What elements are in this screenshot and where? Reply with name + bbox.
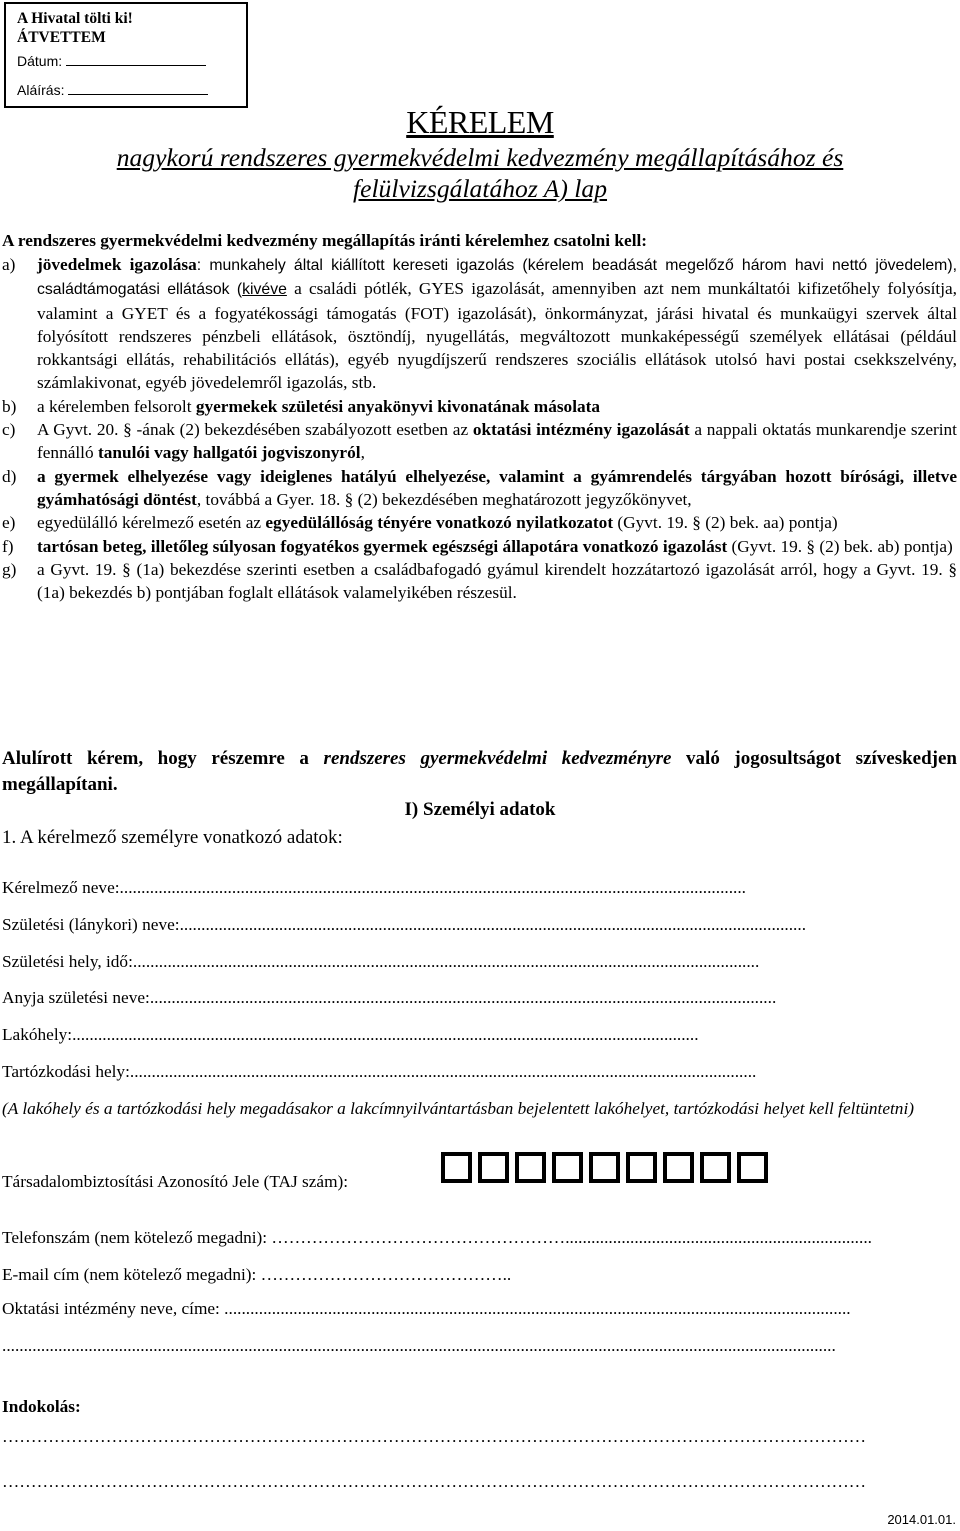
field-temporary-residence[interactable]: Tartózkodási hely:................................................................................................................................................. [2, 1062, 757, 1081]
field-label: Kérelmező neve: [2, 878, 120, 897]
field-school[interactable]: Oktatási intézmény neve, címe: ................................................................................................................................................. [2, 1299, 851, 1318]
item-d-text1: , továbbá a Gyer. 18. § (2) bekezdésében meghatározott jegyzőkönyvet, [196, 489, 692, 509]
list-item-e [2, 511, 957, 534]
taj-label: Társadalombiztosítási Azonosító Jele (TAJ szám): [2, 1172, 349, 1191]
list-item-text [37, 535, 957, 558]
list-item-text [37, 418, 957, 465]
taj-digit-box[interactable] [737, 1152, 768, 1183]
document-title: KÉRELEM [406, 104, 554, 140]
list-item-d [2, 465, 957, 512]
list-item-label: f) [2, 536, 14, 556]
list-item-label: a) [2, 255, 16, 274]
list-item-text [37, 253, 957, 395]
item-e-bold: egyedülállóság tényére vonatkozó nyilatkozatot [265, 513, 614, 533]
field-label: E-mail cím (nem kötelező megadni): [2, 1265, 257, 1284]
item-f-bold: tartósan beteg, illetőleg súlyosan fogyatékos gyermek egészségi állapotára vonatkozó igazolást [37, 536, 728, 556]
taj-digit-box[interactable] [552, 1152, 583, 1183]
stamp-sign-line[interactable] [68, 84, 208, 95]
taj-digit-box[interactable] [441, 1152, 472, 1183]
list-item-f [2, 535, 957, 558]
footer-date: 2014.01.01. [887, 1512, 956, 1527]
attachments-list [2, 253, 957, 604]
field-label: Születési hely, idő: [2, 952, 133, 971]
field-applicant-name[interactable]: Kérelmező neve:................................................................................................................................................. [2, 878, 746, 897]
attachments-intro: A rendszeres gyermekvédelmi kedvezmény megállapítás iránti kérelemhez csatolni kell: [2, 231, 648, 250]
request-part1: Alulírott kérem, hogy részemre a [2, 748, 324, 769]
field-label: Telefonszám (nem kötelező megadni): [2, 1228, 268, 1247]
stamp-sign-row [17, 81, 246, 100]
taj-number-boxes[interactable] [441, 1152, 774, 1183]
field-email[interactable]: E-mail cím (nem kötelező megadni): …………………………………….. [2, 1265, 512, 1284]
field-label: Tartózkodási hely: [2, 1062, 130, 1081]
item-c-text1: A Gyvt. 20. § -ának (2) bekezdésében szabályozott esetben az [37, 420, 473, 440]
item-a-text1: : munkahely által kiállított kereseti igazolás (kérelem beadását megelőző három havi nettó jövedelem), családtámogatási ellátások ( [37, 257, 957, 299]
item-e-text2: (Gyvt. 19. § (2) bek. aa) pontja) [613, 513, 838, 533]
list-item-c [2, 418, 957, 465]
item-a-text2: a családi pótlék, GYES igazolását, amennyiben azt nem munkáltatói kifizetőhely folyósítja, valamint a GYET és a fogyatékossági támogatás (FOT) igazolását), önkormányzat, járási hivatal és munkaügyi szervek által folyósított rendszeres pénzbeli ellátások, ösztöndíj, nyugellátás, megváltozott munkaképességű személyek ellátásai (például rokkantsági ellátás, rehabilitációs ellátás), egyéb nyugdíjszerű rendszeres szociális ellátások utolsó havi postai csekkszelvény, számlakivonat, egyéb jövedelemről igazolás, stb. [37, 279, 957, 393]
item-d-bold: a gyermek elhelyezése vagy ideiglenes hatályú elhelyezése, valamint a gyámrendelés tárgyában hozott bírósági, illetve gyámhatósági döntést [37, 466, 957, 509]
field-school-line-2[interactable]: ................................................................................................................................................................................................. [2, 1336, 836, 1355]
list-item-a [2, 253, 957, 395]
item-a-bold: jövedelmek igazolása [37, 255, 197, 274]
item-g-text1: a Gyvt. 19. § (1a) bekezdése szerinti esetben a családbafogadó gyámul kirendelt hozzátartozó igazolását arról, hogy a Gyvt. 19. § (1a) bekezdés b) pontjában foglalt ellátások valamelyikében részesül. [37, 559, 957, 603]
field-phone[interactable]: Telefonszám (nem kötelező megadni): ……………………………………………....................................................................... [2, 1228, 872, 1247]
stamp-date-label: Dátum: [17, 53, 63, 69]
document-subtitle [40, 142, 920, 204]
address-note: (A lakóhely és a tartózkodási hely megadásakor a lakcímnyilvántartásban bejelentett lakóhelyet, tartózkodási helyet kell feltüntetni) [2, 1099, 914, 1118]
reason-line-1[interactable]: …………………………………………………………………………………………………………………………………… [2, 1427, 867, 1446]
section-title: I) Személyi adatok [404, 799, 556, 820]
list-item-text [37, 511, 957, 534]
list-item-label: c) [2, 420, 16, 440]
field-residence[interactable]: Lakóhely:................................................................................................................................................. [2, 1025, 699, 1044]
item-c-text3: , [360, 443, 365, 463]
subsection-title: 1. A kérelmező személyre vonatkozó adatok: [2, 827, 343, 848]
subtitle-line-1: nagykorú rendszeres gyermekvédelmi kedvezmény megállapításához és [116, 143, 844, 172]
taj-digit-box[interactable] [663, 1152, 694, 1183]
taj-digit-box[interactable] [478, 1152, 509, 1183]
item-c-bold1: oktatási intézmény igazolását [472, 420, 690, 440]
item-a-underline: kivéve [242, 281, 287, 299]
request-part2: való jogosultságot szíveskedjen megállapítani. [2, 748, 957, 795]
list-item-label: e) [2, 513, 16, 533]
request-statement [2, 746, 957, 798]
stamp-date-line[interactable] [66, 55, 206, 66]
list-item-text [37, 395, 957, 418]
list-item-text [37, 465, 957, 512]
field-label: Anyja születési neve: [2, 988, 150, 1007]
item-f-text1: (Gyvt. 19. § (2) bek. ab) pontja) [727, 536, 953, 556]
taj-digit-box[interactable] [626, 1152, 657, 1183]
list-item-label: d) [2, 466, 17, 486]
taj-digit-box[interactable] [515, 1152, 546, 1183]
reason-line-2[interactable]: …………………………………………………………………………………………………………………………………… [2, 1472, 867, 1491]
stamp-sign-label: Aláírás: [17, 82, 65, 98]
reason-label: Indokolás: [2, 1397, 81, 1416]
item-c-text2: a nappali oktatás munkarendje szerint fennálló [37, 420, 957, 463]
office-stamp-box [4, 2, 248, 108]
item-c-bold2: tanulói vagy hallgatói jogviszonyról [97, 443, 361, 463]
list-item-b [2, 395, 957, 418]
list-item-text [37, 558, 957, 605]
field-label: Oktatási intézmény neve, címe: [2, 1299, 220, 1318]
stamp-date-row [17, 52, 246, 71]
taj-digit-box[interactable] [700, 1152, 731, 1183]
list-item-label: b) [2, 396, 17, 416]
item-b-bold: gyermekek születési anyakönyvi kivonatának másolata [195, 396, 601, 416]
stamp-heading: A Hivatal tölti ki! [17, 10, 133, 27]
request-italic: rendszeres gyermekvédelmi kedvezményre [323, 748, 672, 769]
list-item-g [2, 558, 957, 605]
field-birth-name[interactable]: Születési (lánykori) neve:................................................................................................................................................. [2, 915, 807, 934]
field-label: Születési (lánykori) neve: [2, 915, 180, 934]
field-label: Lakóhely: [2, 1025, 73, 1044]
field-mother-name[interactable]: Anyja születési neve:................................................................................................................................................. [2, 988, 777, 1007]
taj-digit-box[interactable] [589, 1152, 620, 1183]
list-item-label: g) [2, 559, 17, 579]
item-e-text1: egyedülálló kérelmező esetén az [37, 513, 266, 533]
field-birth-place-date[interactable]: Születési hely, idő:................................................................................................................................................. [2, 952, 760, 971]
item-b-text1: a kérelemben felsorolt [37, 396, 196, 416]
stamp-received: ÁTVETTEM [17, 29, 106, 46]
subtitle-line-2: felülvizsgálatához A) lap [352, 174, 608, 203]
